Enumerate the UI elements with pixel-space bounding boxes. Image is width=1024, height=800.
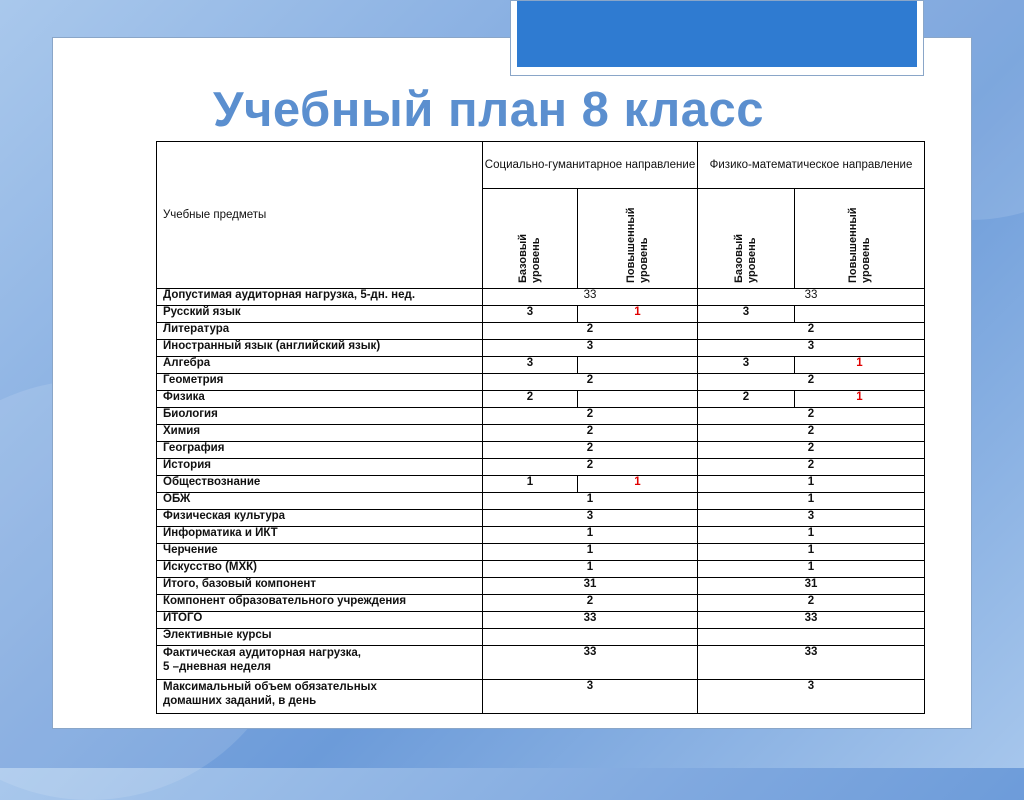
level-label: Базовый уровень: [733, 234, 758, 283]
hours-cell: 1: [483, 544, 698, 561]
subject-name: География: [157, 442, 483, 459]
accent-box: [510, 0, 924, 76]
hours-cell: 2: [483, 323, 698, 340]
hours-cell: 1: [698, 493, 925, 510]
hours-cell: 1: [795, 357, 925, 374]
table-row: [157, 680, 925, 714]
level-label: Повышенный уровень: [846, 207, 872, 283]
hours-cell: 1: [698, 527, 925, 544]
hours-cell: 1: [483, 476, 578, 493]
table-row: [157, 357, 925, 374]
hours-cell: 33: [698, 612, 925, 629]
hours-cell: 1: [698, 544, 925, 561]
subject-name: Алгебра: [157, 357, 483, 374]
level-label: Повышенный уровень: [624, 207, 650, 283]
hours-cell: 2: [698, 323, 925, 340]
table-row: [157, 340, 925, 357]
table-row: [157, 425, 925, 442]
hours-cell: 31: [698, 578, 925, 595]
hours-cell: 3: [698, 340, 925, 357]
direction-humanities-header: Социально-гуманитарное направление: [483, 142, 698, 189]
subject-name: Фактическая аудиторная нагрузка, 5 –дневная неделя: [157, 646, 483, 680]
subject-name: Химия: [157, 425, 483, 442]
hours-cell: 3: [698, 306, 795, 323]
hours-cell: [578, 357, 698, 374]
hours-cell: 33: [483, 289, 698, 306]
hours-cell: 3: [483, 680, 698, 714]
subject-name: Искусство (МХК): [157, 561, 483, 578]
hours-cell: 1: [483, 527, 698, 544]
accent-fill: [517, 1, 917, 67]
subject-name: Геометрия: [157, 374, 483, 391]
hours-cell: 33: [483, 612, 698, 629]
subject-name: Компонент образовательного учреждения: [157, 595, 483, 612]
table-row: [157, 646, 925, 680]
table-row: [157, 544, 925, 561]
hours-cell: 33: [698, 289, 925, 306]
table-row: [157, 612, 925, 629]
hours-cell: 2: [483, 425, 698, 442]
hours-cell: 33: [698, 646, 925, 680]
hours-cell: 1: [578, 476, 698, 493]
hours-cell: 1: [483, 493, 698, 510]
subject-name: ОБЖ: [157, 493, 483, 510]
table-header-row: [157, 142, 925, 189]
hours-cell: 31: [483, 578, 698, 595]
hours-cell: 2: [698, 459, 925, 476]
subject-name: Русский язык: [157, 306, 483, 323]
hours-cell: 2: [483, 408, 698, 425]
subject-name: Элективные курсы: [157, 629, 483, 646]
hours-cell: 2: [483, 391, 578, 408]
hours-cell: 2: [698, 442, 925, 459]
subject-name: Информатика и ИКТ: [157, 527, 483, 544]
hours-cell: 3: [483, 340, 698, 357]
hours-cell: 2: [698, 391, 795, 408]
table-row: [157, 306, 925, 323]
subject-name: Черчение: [157, 544, 483, 561]
hours-cell: 2: [698, 595, 925, 612]
table-row: [157, 595, 925, 612]
level-header-base: [698, 189, 795, 289]
table-row: [157, 408, 925, 425]
hours-cell: 3: [483, 357, 578, 374]
subject-name: ИТОГО: [157, 612, 483, 629]
hours-cell: 2: [698, 408, 925, 425]
level-label: Базовый уровень: [517, 234, 542, 283]
page-title: Учебный план 8 класс: [213, 83, 765, 137]
hours-cell: 3: [698, 357, 795, 374]
direction-physmath-header: Физико-математическое направление: [698, 142, 925, 189]
table-row: [157, 578, 925, 595]
subject-name: Биология: [157, 408, 483, 425]
hours-cell: [578, 391, 698, 408]
subject-name: Итого, базовый компонент: [157, 578, 483, 595]
subject-name: Обществознание: [157, 476, 483, 493]
table-row: [157, 442, 925, 459]
hours-cell: [698, 629, 925, 646]
hours-cell: 1: [483, 561, 698, 578]
hours-cell: 2: [483, 442, 698, 459]
subject-name: Физика: [157, 391, 483, 408]
subject-name: Иностранный язык (английский язык): [157, 340, 483, 357]
subject-name: История: [157, 459, 483, 476]
hours-cell: 3: [483, 510, 698, 527]
level-header-advanced: [578, 189, 698, 289]
table-row: [157, 629, 925, 646]
table-row: [157, 374, 925, 391]
hours-cell: 2: [483, 374, 698, 391]
curriculum-table: [156, 141, 925, 714]
table-row: [157, 561, 925, 578]
subjects-header: Учебные предметы: [157, 142, 483, 289]
hours-cell: 2: [483, 595, 698, 612]
table-row: [157, 510, 925, 527]
hours-cell: 3: [483, 306, 578, 323]
hours-cell: 1: [795, 391, 925, 408]
table-row: [157, 527, 925, 544]
level-header-base: [483, 189, 578, 289]
hours-cell: 1: [578, 306, 698, 323]
hours-cell: 3: [698, 680, 925, 714]
table-row: [157, 459, 925, 476]
hours-cell: 33: [483, 646, 698, 680]
hours-cell: 3: [698, 510, 925, 527]
subject-name: Допустимая аудиторная нагрузка, 5-дн. нед.: [157, 289, 483, 306]
table-row: [157, 391, 925, 408]
level-header-advanced: [795, 189, 925, 289]
hours-cell: [483, 629, 698, 646]
subject-name: Максимальный объем обязательных домашних заданий, в день: [157, 680, 483, 714]
hours-cell: [795, 306, 925, 323]
hours-cell: 1: [698, 476, 925, 493]
hours-cell: 1: [698, 561, 925, 578]
table-row: [157, 323, 925, 340]
subject-name: Литература: [157, 323, 483, 340]
table-row: [157, 476, 925, 493]
hours-cell: 2: [698, 425, 925, 442]
table-row: [157, 289, 925, 306]
hours-cell: 2: [483, 459, 698, 476]
subject-name: Физическая культура: [157, 510, 483, 527]
hours-cell: 2: [698, 374, 925, 391]
table-row: [157, 493, 925, 510]
